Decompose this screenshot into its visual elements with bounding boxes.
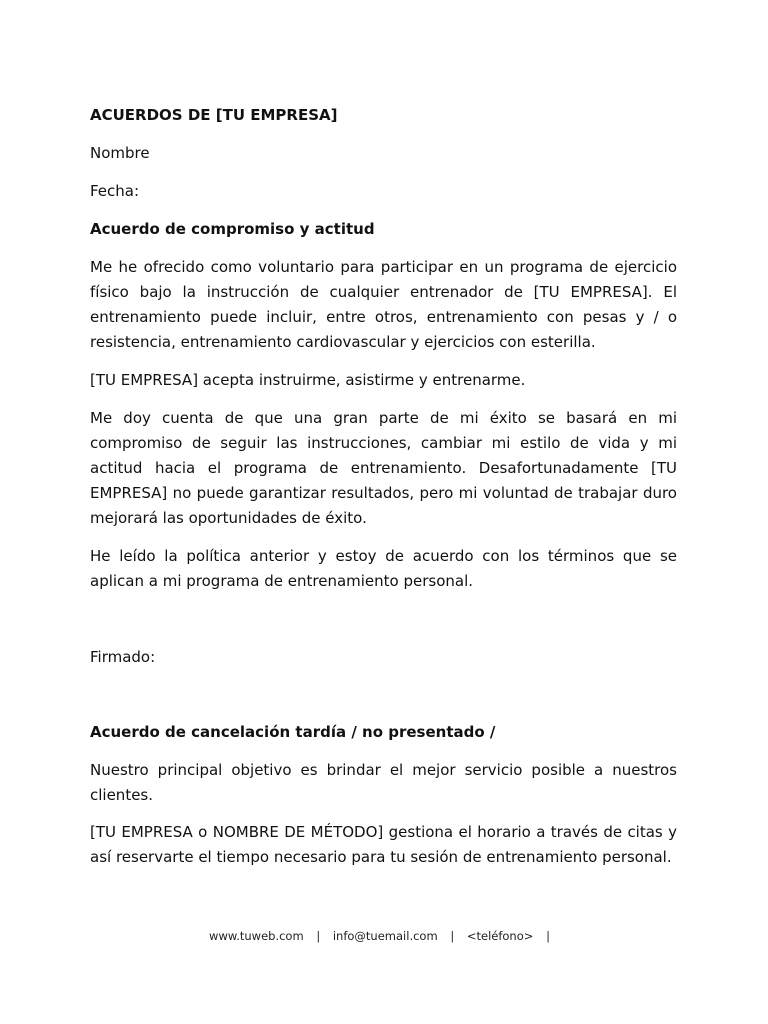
footer-phone: <teléfono> [466, 929, 534, 943]
date-label: Fecha: [90, 182, 140, 200]
signed-label: Firmado: [90, 648, 156, 666]
page-footer [0, 929, 768, 943]
footer-website: www.tuweb.com [209, 929, 304, 943]
footer-email: info@tuemail.com [332, 929, 438, 943]
paragraph: [TU EMPRESA] acepta instruirme, asistirme y entrenarme. [90, 371, 526, 389]
document-body [90, 103, 677, 870]
name-label: Nombre [90, 144, 150, 162]
footer-separator: | [316, 929, 321, 943]
footer-separator: | [546, 929, 550, 943]
paragraph: Me he ofrecido como voluntario para participar en un programa de ejercicio físico bajo la instrucción de cualquier entrenador de [TU EMPRESA]. El entrenamiento puede incluir, entre otros, entrenamiento con pesas y / o resistencia, entrenamiento cardiovascular y ejercicios con esterilla. [90, 258, 677, 351]
footer-separator: | [450, 929, 455, 943]
paragraph: He leído la política anterior y estoy de acuerdo con los términos que se aplican a mi programa de entrenamiento personal. [90, 547, 677, 590]
paragraph: Me doy cuenta de que una gran parte de mi éxito se basará en mi compromiso de seguir las instrucciones, cambiar mi estilo de vida y mi actitud hacia el programa de entrenamiento. Desafortunadamente [TU EMPRESA] no puede garantizar resultados, pero mi voluntad de trabajar duro mejorará las oportunidades de éxito. [90, 409, 677, 527]
document-title: ACUERDOS DE [TU EMPRESA] [90, 106, 338, 124]
section-heading-commitment: Acuerdo de compromiso y actitud [90, 220, 375, 238]
section-heading-cancellation: Acuerdo de cancelación tardía / no presentado / [90, 723, 496, 741]
paragraph: [TU EMPRESA o NOMBRE DE MÉTODO] gestiona el horario a través de citas y así reservarte el tiempo necesario para tu sesión de entrenamiento personal. [90, 823, 677, 866]
paragraph: Nuestro principal objetivo es brindar el mejor servicio posible a nuestros clientes. [90, 761, 677, 804]
